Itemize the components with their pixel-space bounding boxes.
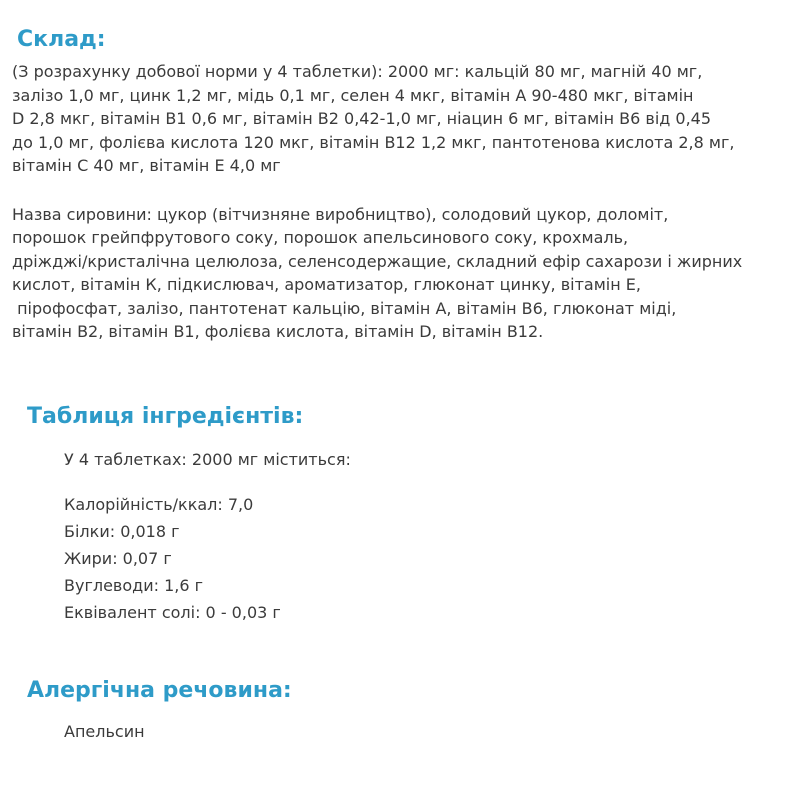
text-line: порошок грейпфрутового соку, порошок апельсинового соку, крохмаль, xyxy=(12,228,629,247)
text-line: вітамін С 40 мг, вітамін Е 4,0 мг xyxy=(12,156,281,175)
text-line: дріжджі/кристалічна целюлоза, селенсодержащие, складний ефір сахарози і жирних xyxy=(12,251,743,271)
text-line: пірофосфат, залізо, пантотенат кальцію, вітамін А, вітамін В6, глюконат міді, xyxy=(12,298,677,318)
product-composition-page xyxy=(0,27,800,744)
ingredients-intro-line: У 4 таблетках: 2000 мг міститься: xyxy=(64,449,351,469)
text-line: кислот, вітамін К, підкислювач, ароматизатор, глюконат цинку, вітамін Е, xyxy=(12,275,641,294)
composition-daily-norm-paragraph xyxy=(12,60,800,178)
text-line: до 1,0 мг, фолієва кислота 120 мкг, вітамін В12 1,2 мкг, пантотенова кислота 2,8 мг, xyxy=(12,132,735,152)
ingredients-table-heading: Таблиця інгредієнтів: xyxy=(27,403,304,429)
allergen-substance: Апельсин xyxy=(64,722,145,741)
nutrient-row-calories: Калорійність/ккал: 7,0 xyxy=(64,495,254,514)
text-line: вітамін В2, вітамін В1, фолієва кислота, вітамін D, вітамін В12. xyxy=(12,322,544,341)
text-line: D 2,8 мкг, вітамін В1 0,6 мг, вітамін В2 0,42-1,0 мг, ніацин 6 мг, вітамін В6 від 0,45 xyxy=(12,109,712,128)
composition-heading: Склад: xyxy=(17,27,106,52)
nutrients-list xyxy=(64,491,800,626)
text-line: (З розрахунку добової норми у 4 таблетки): 2000 мг: кальцій 80 мг, магній 40 мг, xyxy=(12,62,703,81)
raw-materials-paragraph xyxy=(12,203,800,344)
nutrient-row-carbohydrates: Вуглеводи: 1,6 г xyxy=(64,576,204,595)
nutrient-row-fat: Жири: 0,07 г xyxy=(64,549,172,568)
text-line: залізо 1,0 мг, цинк 1,2 мг, мідь 0,1 мг, селен 4 мкг, вітамін А 90-480 мкг, вітамін xyxy=(12,85,694,105)
nutrient-row-protein: Білки: 0,018 г xyxy=(64,522,180,541)
allergen-heading: Алергічна речовина: xyxy=(27,678,292,703)
text-line: Назва сировини: цукор (вітчизняне виробництво), солодовий цукор, доломіт, xyxy=(12,204,669,224)
nutrient-row-salt-equivalent: Еквівалент солі: 0 - 0,03 г xyxy=(64,603,281,622)
